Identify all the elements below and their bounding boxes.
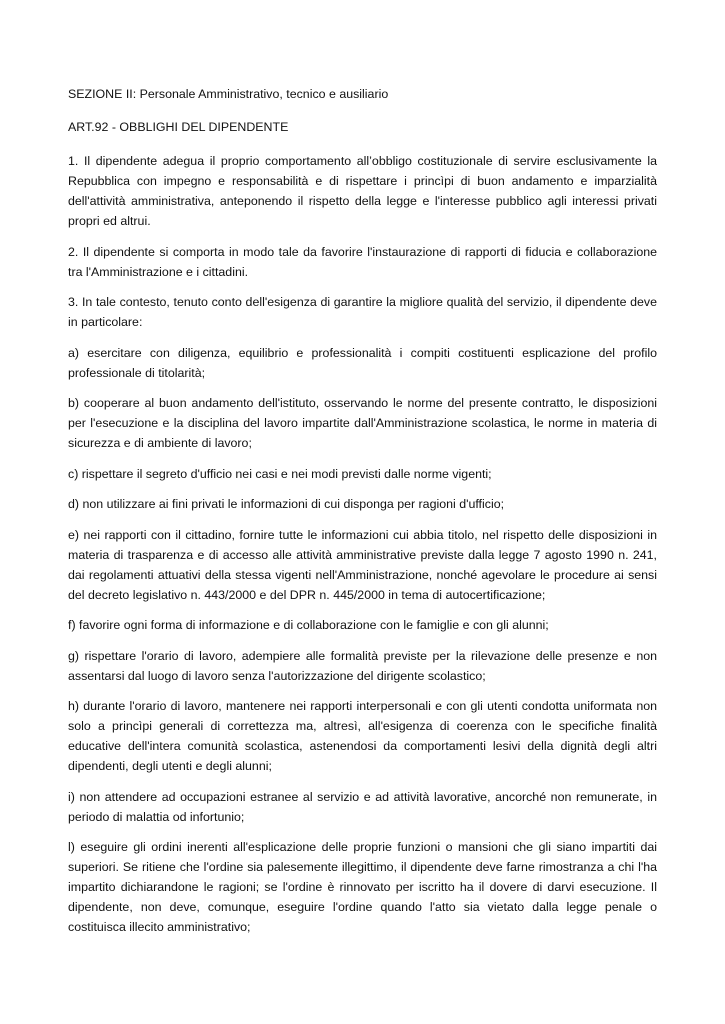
paragraph-c: c) rispettare il segreto d'ufficio nei casi e nei modi previsti dalle norme vigenti; [68, 466, 492, 481]
paragraph-1: 1. Il dipendente adegua il proprio comportamento all’obbligo costituzionale di servire esclusivamente la Repubblica con impegno e responsabilità e di rispettare i princìpi di buon andamento e imparzialità dell'attività amministrativa, anteponendo il rispetto della legge e l'interesse pubblico agli interessi privati propri ed altrui. [68, 154, 657, 228]
paragraph-a: a) esercitare con diligenza, equilibrio e professionalità i compiti costituenti esplicazione del profilo professionale di titolarità; [68, 345, 657, 380]
document-body [68, 84, 657, 948]
paragraph-f: f) favorire ogni forma di informazione e di collaborazione con le famiglie e con gli alunni; [68, 618, 549, 632]
paragraph-l: l) eseguire gli ordini inerenti all'esplicazione delle proprie funzioni o mansioni che gli siano impartiti dai superiori. Se ritiene che l'ordine sia palesemente illegittimo, il dipendente deve farne rimostranza a chi l'ha impartito dichiarandone le ragioni; se l'ordine è rinnovato per iscritto ha il dovere di darvi esecuzione. Il dipendente, non deve, comunque, eseguire l'ordine quando l'atto sia vietato dalla legge penale o costituisca illecito amministrativo; [68, 840, 657, 934]
paragraph-b: b) cooperare al buon andamento dell'istituto, osservando le norme del presente contratto, le disposizioni per l'esecuzione e la disciplina del lavoro impartite dall'Amministrazione scolastica, le norme in materia di sicurezza e di ambiente di lavoro; [68, 396, 657, 450]
article-heading: ART.92 - OBBLIGHI DEL DIPENDENTE [68, 120, 289, 134]
paragraph-e: e) nei rapporti con il cittadino, fornire tutte le informazioni cui abbia titolo, nel rispetto delle disposizioni in materia di trasparenza e di accesso alle attività amministrative previste dalla legge 7 agosto 1990 n. 241, dai regolamenti attuativi della stessa vigenti nell'Amministrazione, nonché agevolare le procedure ai sensi del decreto legislativo n. 443/2000 e del DPR n. 445/2000 in tema di autocertificazione; [68, 527, 657, 602]
paragraph-g: g) rispettare l'orario di lavoro, adempiere alle formalità previste per la rilevazione delle presenze e non assentarsi dal luogo di lavoro senza l'autorizzazione del dirigente scolastico; [68, 648, 657, 683]
section-heading: SEZIONE II: Personale Amministrativo, tecnico e ausiliario [68, 87, 389, 101]
paragraph-i: i) non attendere ad occupazioni estranee al servizio e ad attività lavorative, ancorché non remunerate, in periodo di malattia od infortunio; [68, 789, 657, 824]
paragraph-2: 2. Il dipendente si comporta in modo tale da favorire l'instaurazione di rapporti di fiducia e collaborazione tra l'Amministrazione e i cittadini. [68, 244, 657, 279]
paragraph-h: h) durante l'orario di lavoro, mantenere nei rapporti interpersonali e con gli utenti condotta uniformata non solo a princìpi generali di correttezza ma, altresì, all'esigenza di coerenza con le specifiche finalità educative dell'intera comunità scolastica, astenendosi da comportamenti lesivi della dignità degli altri dipendenti, degli utenti e degli alunni; [68, 699, 657, 773]
paragraph-d: d) non utilizzare ai fini privati le informazioni di cui disponga per ragioni d'ufficio; [68, 497, 505, 511]
paragraph-3: 3. In tale contesto, tenuto conto dell'esigenza di garantire la migliore qualità del servizio, il dipendente deve in particolare: [68, 295, 657, 329]
